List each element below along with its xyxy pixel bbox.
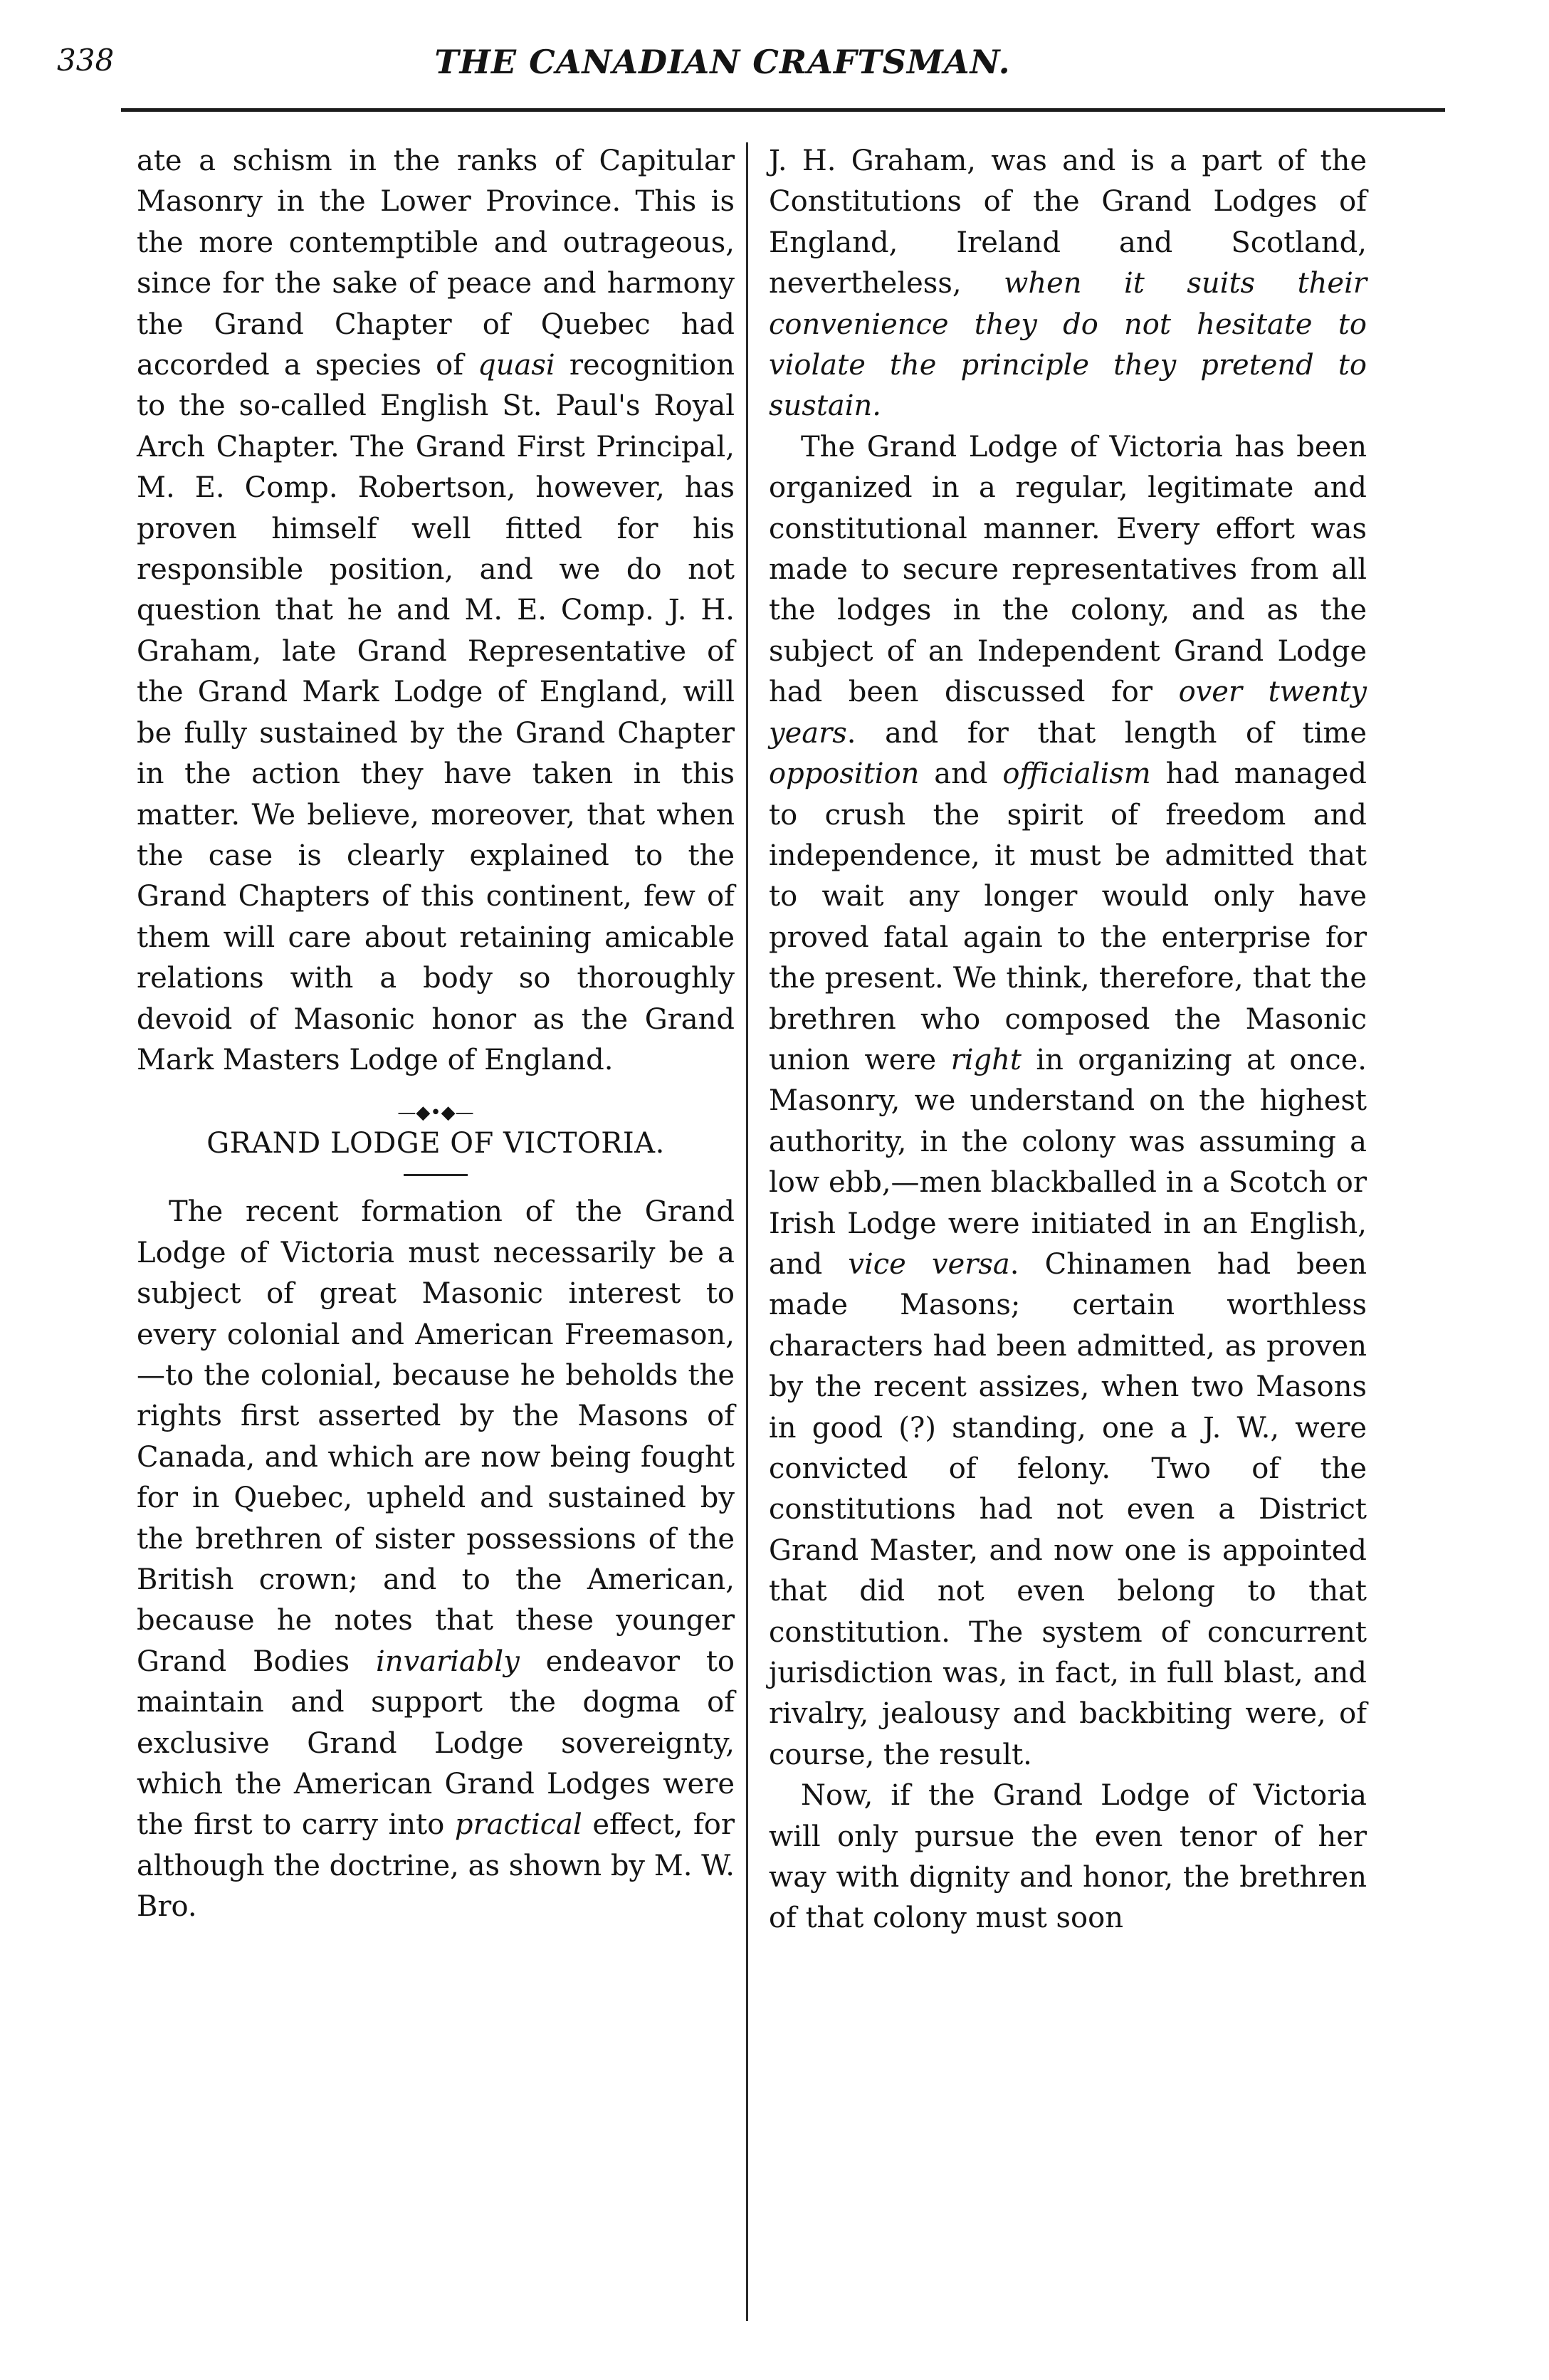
article-continuation-paragraph: J. H. Graham, was and is a part of the Constitutions of the Grand Lodges of England, Ireland and Scotland, nevertheless, when it suits their convenience they do not hesitate to violate the principle they pretend to sustain. [769,145,1367,423]
page-number: 338 [57,43,115,78]
article-paragraph: The Grand Lodge of Victoria has been organized in a regular, legitimate and constitutional manner. Every effort was made to secure representatives from all the lodges in the colony, and as the subject of an Independent Grand Lodge had been discussed for over twenty years. and for that length of time opposition and officialism had managed to crush the spirit of freedom and independence, it must be admitted that to wait any longer would only have proved fatal again to the enterprise for the present. We think, therefore, that the brethren who composed the Masonic union were right in organizing at once. Masonry, we understand on the highest authority, in the colony was assuming a low ebb,—men blackballed in a Scotch or Irish Lodge were initiated in an English, and vice versa. Chinamen had been made Masons; certain worthless characters had been admitted, as proven by the recent assizes, when two Masons in good (?) standing, one a J. W., were convicted of felony. Two of the constitutions had not even a District Grand Master, and now one is appointed that did not even belong to that constitution. The system of concurrent jurisdiction was, in fact, in full blast, and rivalry, jealousy and backbiting were, of course, the result. [769,430,1367,1771]
section-ornament: —◆•◆— [397,1102,474,1124]
article-continuation-paragraph: ate a schism in the ranks of Capitular Masonry in the Lower Province. This is the more contemptible and outrageous, since for the sake of peace and harmony the Grand Chapter of Quebec had accorded a species of quasi recognition to the so-called English St. Paul's Royal Arch Chapter. The Grand First Principal, M. E. Comp. Robertson, however, has proven himself well fitted for his responsible position, and we do not question that he and M. E. Comp. J. H. Graham, late Grand Representative of the Grand Mark Lodge of England, will be fully sustained by the Grand Chapter in the action they have taken in this matter. We believe, moreover, that when the case is clearly explained to the Grand Chapters of this continent, few of them will care about retaining amicable relations with a body so thoroughly devoid of Masonic honor as the Grand Mark Masters Lodge of England. [137,145,735,1076]
right-column [769,141,1367,1939]
section-title: GRAND LODGE OF VICTORIA. [206,1127,665,1160]
section-heading [137,1102,735,1176]
article-paragraph: The recent formation of the Grand Lodge of Victoria must necessarily be a subject of great Masonic interest to every colonial and American Freemason,—to the colonial, because he beholds the rights first asserted by the Masons of Canada, and which are now being fought for in Quebec, upheld and sustained by the brethren of sister possessions of the British crown; and to the American, because he notes that these younger Grand Bodies invariably endeavor to maintain and support the dogma of exclusive Grand Lodge sovereignty, which the American Grand Lodges were the first to carry into practical effect, for although the doctrine, as shown by M. W. Bro. [137,1195,735,1924]
page-header [57,43,1388,100]
left-column [137,141,735,1928]
article-paragraph: Now, if the Grand Lodge of Victoria will only pursue the even tenor of her way with dignity and honor, the brethren of that colony must soon [769,1779,1367,1935]
running-title: THE CANADIAN CRAFTSMAN. [434,43,1011,81]
section-rule [404,1174,468,1176]
column-divider [746,142,748,2321]
header-rule [121,108,1445,112]
